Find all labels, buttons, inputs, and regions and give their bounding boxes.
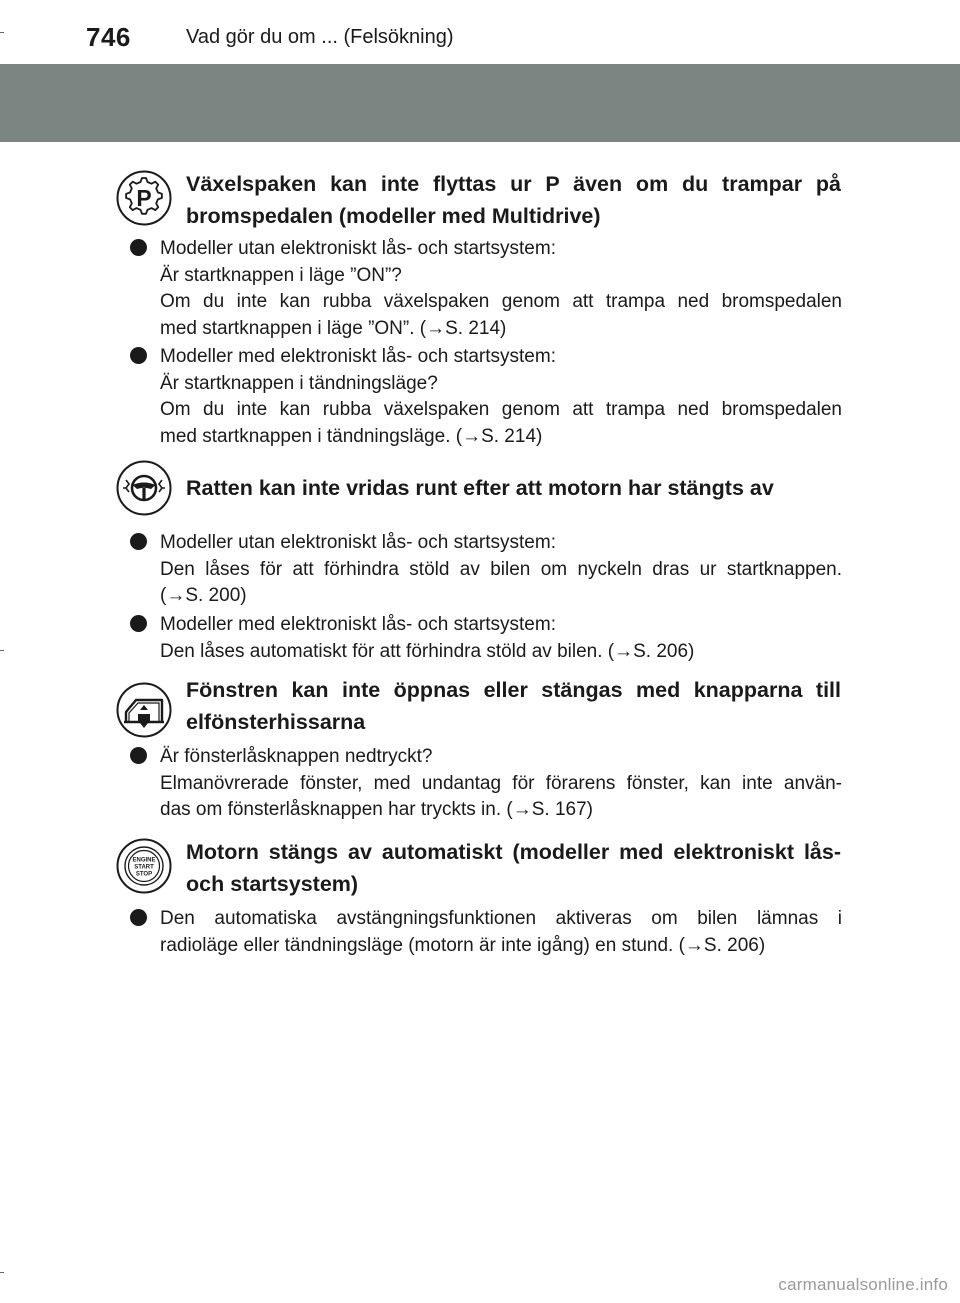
item-line: Den låses automatiskt för att förhindra stöld av bilen. (→S. 206) <box>160 640 695 662</box>
page-number: 746 <box>86 22 131 52</box>
section-heading: Fönstren kan inte öppnas eller stängas med knapparna till elfönsterhissarna <box>186 678 841 734</box>
item-line: Modeller utan elektroniskt lås- och startsystem: <box>160 532 556 553</box>
bullet-icon <box>130 239 147 256</box>
steering-wheel-lock-icon <box>116 460 172 516</box>
list-item <box>130 344 842 450</box>
page-header <box>0 0 960 60</box>
bullet-icon <box>130 347 147 364</box>
header-band <box>0 64 960 142</box>
section-heading: Växelspaken kan inte flyttas ur P även om du trampar på bromspedalen (modeller med Multidrive) <box>186 172 841 228</box>
bullet-icon <box>130 615 147 632</box>
list-item <box>130 530 842 610</box>
start-icon-text: START <box>134 864 154 871</box>
item-line: Den automatiska avstängningsfunktionen aktiveras om bilen lämnas i <box>160 908 842 929</box>
item-line: Om du inte kan rubba växelspaken genom att trampa ned bromspedalen <box>160 291 842 312</box>
item-line: med startknappen i tändningsläge. (→S. 214) <box>160 425 543 447</box>
bullet-icon <box>130 747 147 764</box>
item-line: med startknappen i läge ”ON”. (→S. 214) <box>160 317 507 339</box>
engine-start-stop-icon <box>116 838 172 894</box>
item-line: Är fönsterlåsknappen nedtryckt? <box>160 746 433 767</box>
item-line: Modeller med elektroniskt lås- och startsystem: <box>160 614 556 635</box>
item-line: radioläge eller tändningsläge (motorn är inte igång) en stund. (→S. 206) <box>160 934 766 956</box>
shift-lever-p-icon <box>116 170 172 226</box>
item-line: Är startknappen i läge ”ON”? <box>160 264 402 286</box>
item-line: Är startknappen i tändningsläge? <box>160 372 438 394</box>
crop-mark <box>0 32 4 33</box>
item-line: Modeller med elektroniskt lås- och startsystem: <box>160 346 556 367</box>
stop-icon-text: STOP <box>135 871 153 878</box>
item-line: (→S. 200) <box>160 585 247 606</box>
watermark: carmanualsonline.info <box>778 1275 948 1294</box>
bullet-icon <box>130 533 147 550</box>
item-line: Den låses för att förhindra stöld av bilen om nyckeln dras ur startknappen. <box>160 558 842 580</box>
list-item <box>130 906 842 959</box>
section-heading: Ratten kan inte vridas runt efter att motorn har stängts av <box>186 476 774 500</box>
list-item <box>130 744 842 824</box>
engine-icon-text: ENGINE <box>132 857 156 864</box>
item-line: Elmanövrerade fönster, med undantag för förarens fönster, kan inte använ- <box>160 772 842 794</box>
svg-text:P: P <box>136 185 152 211</box>
item-line: Modeller utan elektroniskt lås- och startsystem: <box>160 238 556 259</box>
item-line: das om fönsterlåsknappen har tryckts in. (→S. 167) <box>160 799 593 820</box>
section-heading: Motorn stängs av automatiskt (modeller med elektroniskt lås- och startsystem) <box>186 840 841 896</box>
header-title: Vad gör du om ... (Felsökning) <box>186 26 454 48</box>
list-item <box>130 236 842 342</box>
power-window-icon <box>116 682 172 738</box>
list-item <box>130 612 842 665</box>
item-line: Om du inte kan rubba växelspaken genom att trampa ned bromspedalen <box>160 399 842 420</box>
crop-mark <box>0 650 4 651</box>
crop-mark <box>0 1272 4 1273</box>
bullet-icon <box>130 909 147 926</box>
